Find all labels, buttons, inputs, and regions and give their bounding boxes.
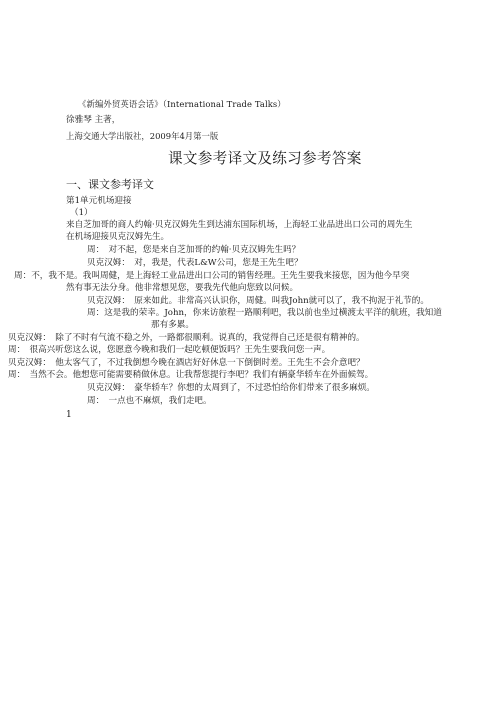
author-line: 徐雅琴 主著， bbox=[66, 115, 121, 125]
unit-heading: 第1单元机场迎接 bbox=[66, 196, 132, 206]
dialogue-line: 贝克汉姆： 除了不时有气流不稳之外，一路都很顺利。说真的，我觉得自己还是很有精神的。 bbox=[8, 333, 365, 343]
intro-line: 在机场迎接贝克汉姆先生。 bbox=[66, 232, 170, 242]
dialogue-line: 贝克汉姆： 对，我是，代表L&W公司，您是王先生吧？ bbox=[87, 258, 303, 268]
part-number: （1） bbox=[70, 208, 93, 218]
dialogue-line: 周：这是我的荣幸。John，你来访旅程一路顺利吧，我以前也坐过横渡太平洋的航班，我知道 bbox=[87, 308, 442, 318]
dialogue-line: 贝克汉姆： 他太客气了，不过我倒想今晚在酒店好好休息一下倒倒时差。王先生不会介意吧？ bbox=[8, 358, 365, 368]
dialogue-line: 周： 一点也不麻烦，我们走吧。 bbox=[87, 396, 212, 406]
publisher-line: 上海交通大学出版社，2009年4月第一版 bbox=[66, 131, 219, 141]
dialogue-line: 周： 对不起，您是来自芝加哥的约翰·贝克汉姆先生吗？ bbox=[87, 245, 301, 255]
source-line: 《新编外贸英语会话》（International Trade Talks） bbox=[78, 99, 286, 109]
dialogue-line: 周： 很高兴听您这么说，您愿意今晚和我们一起吃顿便饭吗？王先生要我问您一声。 bbox=[8, 345, 331, 355]
section-heading: 一、课文参考译文 bbox=[66, 178, 154, 191]
intro-line: 来自芝加哥的商人约翰·贝克汉姆先生到达浦东国际机场，上海轻工业品进出口公司的周先生 bbox=[66, 220, 413, 230]
document-title: 课文参考译文及练习参考答案 bbox=[168, 150, 362, 167]
dialogue-line: 贝克汉姆： 豪华轿车？你想的太周到了，不过恐怕给你们带来了很多麻烦。 bbox=[87, 383, 375, 393]
dialogue-line: 贝克汉姆： 原来如此。非常高兴认识你，周健。叫我John就可以了，我不拘泥于礼节的。 bbox=[87, 296, 429, 306]
dialogue-line: 周： 当然不会。他想您可能需要稍做休息。让我帮您提行李吧？我们有辆豪华轿车在外面候驾。 bbox=[8, 370, 374, 380]
dialogue-line: 周：不，我不是。我叫周健，是上海轻工业品进出口公司的销售经理。王先生要我来接您，因为他今早突 bbox=[14, 271, 410, 281]
dialogue-line: 然有事无法分身。他非常想见您，要我先代他向您致以问候。 bbox=[66, 283, 299, 293]
page-number: 1 bbox=[66, 410, 72, 420]
dialogue-line: 那有多累。 bbox=[151, 320, 194, 330]
